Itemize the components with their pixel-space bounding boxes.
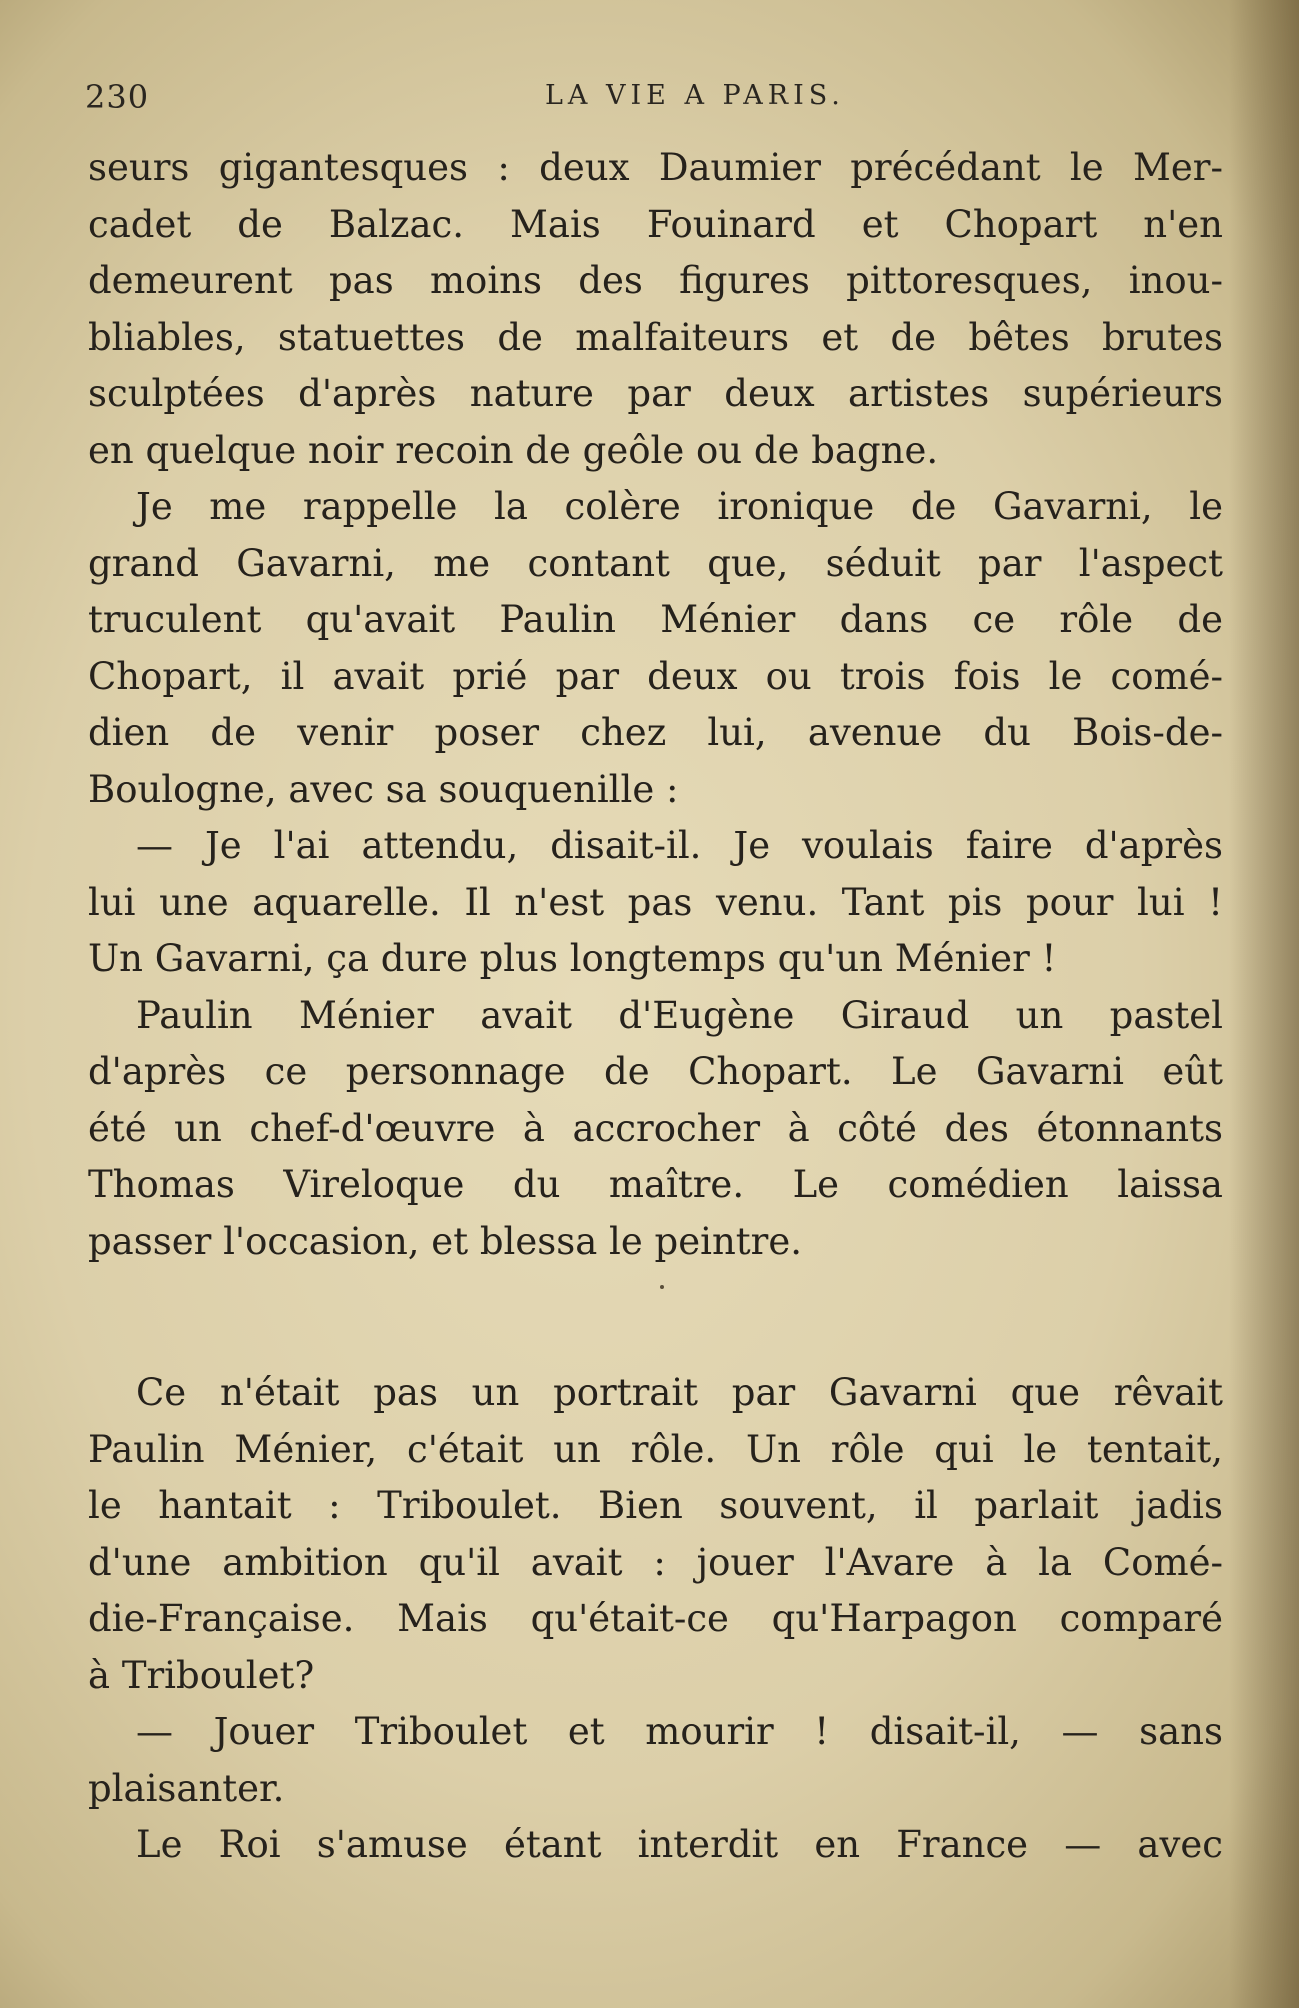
text-line: Thomas Vireloque du maître. Le comédien laissa: [88, 1163, 1223, 1206]
text-line: été un chef-d'œuvre à accrocher à côté des étonnants: [88, 1106, 1223, 1150]
page-header: [85, 70, 1225, 120]
text-line: Chopart, il avait prié par deux ou trois fois le comé-: [88, 654, 1223, 698]
text-line: d'après ce personnage de Chopart. Le Gavarni eût: [88, 1050, 1223, 1093]
text-line: dien de venir poser chez lui, avenue du Bois-de-: [88, 711, 1223, 754]
text-line: — Jouer Triboulet et mourir ! disait-il, — sans: [136, 1710, 1223, 1753]
text-line: seurs gigantesques : deux Daumier précédant le Mer-: [88, 146, 1223, 189]
text-section-2: [88, 1365, 1223, 1874]
text-line: Le Roi s'amuse étant interdit en France — avec: [136, 1823, 1223, 1866]
text-line: à Triboulet?: [88, 1653, 315, 1697]
text-line: Ce n'était pas un portrait par Gavarni que rêvait: [136, 1371, 1223, 1414]
text-line: Je me rappelle la colère ironique de Gavarni, le: [136, 485, 1223, 528]
text-line: bliables, statuettes de malfaiteurs et de bêtes brutes: [88, 315, 1223, 359]
text-line: sculptées d'après nature par deux artistes supérieurs: [88, 372, 1223, 415]
text-line: passer l'occasion, et blessa le peintre.: [88, 1219, 802, 1263]
text-section-1: [88, 140, 1223, 1270]
text-line: die-Française. Mais qu'était-ce qu'Harpagon comparé: [88, 1597, 1223, 1640]
text-line: grand Gavarni, me contant que, séduit par l'aspect: [88, 541, 1223, 585]
text-line: plaisanter.: [88, 1766, 285, 1810]
text-line: Paulin Ménier avait d'Eugène Giraud un pastel: [136, 993, 1223, 1037]
binding-shadow: [1229, 0, 1299, 2008]
text-line: le hantait : Triboulet. Bien souvent, il parlait jadis: [88, 1484, 1223, 1527]
page-number: 230: [85, 78, 150, 116]
text-line: lui une aquarelle. Il n'est pas venu. Tant pis pour lui !: [88, 880, 1223, 924]
text-line: d'une ambition qu'il avait : jouer l'Avare à la Comé-: [88, 1540, 1223, 1584]
text-line: — Je l'ai attendu, disait-il. Je voulais faire d'après: [136, 824, 1223, 867]
text-line: Un Gavarni, ça dure plus longtemps qu'un Ménier !: [88, 937, 1057, 980]
text-line: en quelque noir recoin de geôle ou de bagne.: [88, 428, 939, 472]
text-line: truculent qu'avait Paulin Ménier dans ce rôle de: [88, 598, 1223, 641]
text-line: demeurent pas moins des figures pittoresques, inou-: [88, 259, 1223, 302]
running-title: LA VIE A PARIS.: [545, 80, 845, 111]
section-separator-dot: [660, 1285, 664, 1289]
text-line: cadet de Balzac. Mais Fouinard et Chopart n'en: [88, 202, 1223, 246]
text-line: Boulogne, avec sa souquenille :: [88, 767, 679, 811]
text-line: Paulin Ménier, c'était un rôle. Un rôle qui le tentait,: [88, 1427, 1223, 1471]
